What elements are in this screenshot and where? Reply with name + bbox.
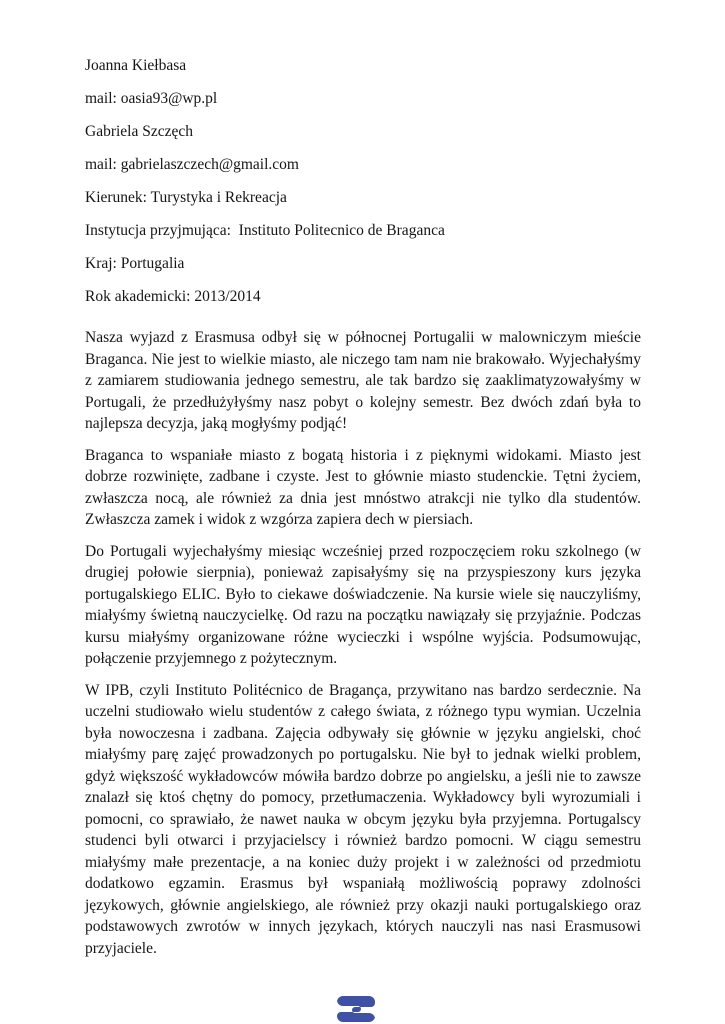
field-of-study: Kierunek: Turystyka i Rekreacja: [85, 189, 287, 206]
studocu-logo-icon: [336, 996, 388, 1022]
document-header: [85, 56, 641, 307]
paragraph-1: Nasza wyjazd z Erasmusa odbył się w północnej Portugalii w malowniczym mieście Braganca. Nie jest to wielkie miasto, ale niczego tam nam nie brakowało. Wyjechałyśmy z zamiarem studiowania jednego semestru, ale tak bardzo się zaaklimatyzowałyśmy w Portugali, że przedłużyłyśmy nasz pobyt o kolejny semestr. Bez dwóch zdań była to najlepsza decyzja, jaką mogłyśmy podjąć!: [85, 329, 641, 432]
studocu-logo-shape: [337, 996, 375, 1022]
document-content: [85, 56, 641, 969]
host-institution: Instytucja przyjmująca: Instituto Politecnico de Braganca: [85, 222, 445, 239]
paragraph-2: Braganca to wspaniałe miasto z bogatą historia i z pięknymi widokami. Miasto jest dobrze rozwinięte, zadbane i czyste. Jest to głównie miasto studenckie. Tętni życiem, zwłaszcza nocą, ale również za dnia jest mnóstwo atrakcji nie tylko dla studentów. Zwłaszcza zamek i widok z wzgórza zapiera dech w piersiach.: [85, 446, 641, 528]
academic-year: Rok akademicki: 2013/2014: [85, 288, 261, 305]
author-email-2: mail: gabrielaszczech@gmail.com: [85, 156, 299, 173]
paragraph-4: W IPB, czyli Instituto Politécnico de Bragança, przywitano nas bardzo serdecznie. Na uczelni studiowało wielu studentów z całego świata, z różnego typu wymian. Uczelnia była nowoczesna i zadbana. Zajęcia odbywały się głównie w języku angielski, choć miałyśmy parę zajęć prowadzonych po portugalsku. Nie był to jednak wielki problem, gdyż większość wykładowców mówiła bardzo dobrze po angielsku, a jeśli nie to zawsze znalazł się ktoś chętny do pomocy, przetłumaczenia. Wykładowcy byli wyrozumiali i pomocni, co sprawiało, że nawet nauka w obcym języku była przyjemna. Portugalscy studenci byli otwarci i przyjacielscy i również bardzo pomocni. W ciągu semestru miałyśmy małe prezentacje, a na koniec duży projekt i w zależności od przedmiotu dodatkowo egzamin. Erasmus był wspaniałą możliwością poprawy zdolności językowych, głównie angielskiego, ale również przy okazji nauki portugalskiego oraz podstawowych zwrotów w innych językach, których nauczyli nas nasi Erasmusowi przyjaciele.: [85, 681, 641, 957]
document-body: [85, 327, 641, 959]
country: Kraj: Portugalia: [85, 255, 185, 272]
author-name-2: Gabriela Szczęch: [85, 123, 194, 140]
author-email-1: mail: oasia93@wp.pl: [85, 90, 218, 107]
author-name-1: Joanna Kiełbasa: [85, 57, 187, 74]
paragraph-3: Do Portugali wyjechałyśmy miesiąc wcześniej przed rozpoczęciem roku szkolnego (w drugiej połowie sierpnia), ponieważ zapisałyśmy się na przyspieszony kurs języka portugalskiego ELIC. Było to ciekawe doświadczenie. Na kursie wiele się nauczyliśmy, miałyśmy świetną nauczycielkę. Od razu na początku nawiązały się przyjaźnie. Podczas kursu miałyśmy organizowane różne wycieczki i wspólne wyjścia. Podsumowując, połączenie przyjemnego z pożytecznym.: [85, 542, 641, 667]
